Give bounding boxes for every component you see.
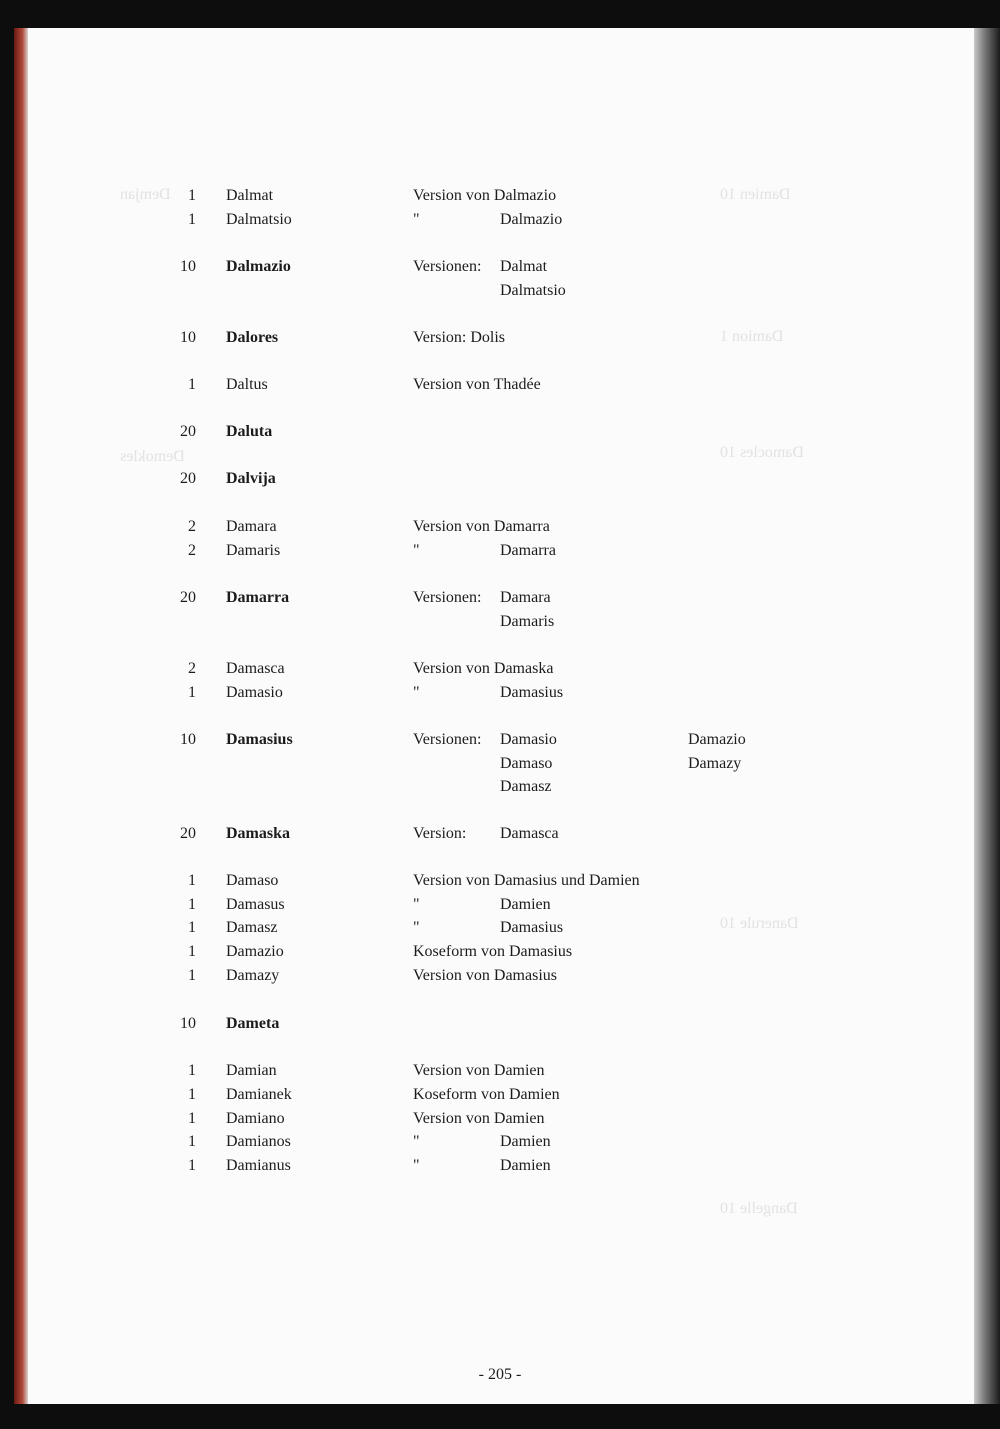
list-item [0, 467, 1000, 491]
entry-count: 1 [188, 187, 196, 204]
entry-extra-reference: Damazy [688, 755, 742, 772]
entry-reference: Damasca [500, 825, 559, 842]
entry-reference: Damien [500, 1133, 551, 1150]
entry-reference: Damaris [500, 613, 555, 630]
entry-count: 1 [188, 1133, 196, 1150]
entry-count: 1 [188, 1110, 196, 1127]
list-item [0, 940, 1000, 964]
list-item [0, 775, 1000, 799]
entry-description: " [413, 1157, 420, 1174]
entry-description: " [413, 919, 420, 936]
list-item [0, 539, 1000, 563]
entry-name: Damasca [226, 660, 285, 677]
entry-description: " [413, 211, 420, 228]
entry-reference: Dalmatsio [500, 282, 566, 299]
entry-description: Version von Damien [413, 1110, 545, 1127]
list-item [0, 752, 1000, 776]
entry-name: Damianos [226, 1133, 291, 1150]
book-page [28, 28, 974, 1404]
entry-name: Damasz [226, 919, 278, 936]
bleed-through-text: Dangelle 10 [720, 1200, 798, 1217]
entry-reference: Dalmazio [500, 211, 563, 228]
entry-reference: Damasius [500, 919, 564, 936]
list-item [0, 1130, 1000, 1154]
entry-name: Daltus [226, 376, 268, 393]
list-item [0, 515, 1000, 539]
entry-description: Versionen: [413, 258, 482, 275]
entry-count: 1 [188, 1086, 196, 1103]
entry-reference: Damien [500, 1157, 551, 1174]
entry-count: 2 [188, 518, 196, 535]
entry-count: 20 [180, 589, 196, 606]
entry-count: 1 [188, 1157, 196, 1174]
bleed-through-text: Demokles [120, 448, 185, 465]
entry-count: 2 [188, 660, 196, 677]
entry-count: 1 [188, 211, 196, 228]
entry-count: 20 [180, 825, 196, 842]
entry-name: Damasius [226, 731, 293, 748]
list-item [0, 326, 1000, 350]
entry-count: 2 [188, 542, 196, 559]
entry-name: Daluta [226, 423, 273, 440]
entry-description: Versionen: [413, 731, 482, 748]
bleed-through-text: Damocles 10 [720, 444, 804, 461]
entry-count: 1 [188, 684, 196, 701]
list-item [0, 586, 1000, 610]
entry-count: 1 [188, 896, 196, 913]
entry-name: Dalvija [226, 470, 276, 487]
entry-count: 1 [188, 872, 196, 889]
entry-name: Damarra [226, 589, 290, 606]
list-item [0, 916, 1000, 940]
list-item [0, 279, 1000, 303]
entry-reference: Damasio [500, 731, 557, 748]
entry-count: 1 [188, 376, 196, 393]
list-item [0, 1107, 1000, 1131]
entry-description: Version: Dolis [413, 329, 505, 346]
entry-name: Damaris [226, 542, 281, 559]
list-item [0, 964, 1000, 988]
entry-description: Versionen: [413, 589, 482, 606]
entry-count: 10 [180, 1015, 196, 1032]
list-item [0, 184, 1000, 208]
list-item [0, 1083, 1000, 1107]
entry-count: 20 [180, 423, 196, 440]
bleed-through-text: Danerule 10 [720, 915, 799, 932]
list-item [0, 1154, 1000, 1178]
entry-name: Dalmatsio [226, 211, 292, 228]
entry-reference: Damasz [500, 778, 552, 795]
entry-description: " [413, 542, 420, 559]
entry-reference: Dalmat [500, 258, 548, 275]
entry-reference: Damasius [500, 684, 564, 701]
list-item [0, 728, 1000, 752]
entry-description: Version: [413, 825, 467, 842]
entry-name: Dameta [226, 1015, 280, 1032]
entry-name: Damasus [226, 896, 285, 913]
entry-name: Damara [226, 518, 277, 535]
entry-description: Version von Damien [413, 1062, 545, 1079]
bleed-through-text: Damion 1 [720, 328, 784, 345]
entry-name: Damaso [226, 872, 279, 889]
entry-name: Damasio [226, 684, 283, 701]
entry-description: " [413, 684, 420, 701]
entry-name: Damaska [226, 825, 291, 842]
entry-name: Damianus [226, 1157, 291, 1174]
entry-description: " [413, 1133, 420, 1150]
bleed-through-text: Damien 10 [720, 186, 791, 203]
entry-description: Koseform von Damasius [413, 943, 573, 960]
entry-reference: Damaso [500, 755, 553, 772]
entry-count: 1 [188, 919, 196, 936]
entry-count: 10 [180, 329, 196, 346]
page-stack-edge [974, 28, 1000, 1404]
entry-name: Damianek [226, 1086, 292, 1103]
entry-count: 10 [180, 731, 196, 748]
list-item [0, 1012, 1000, 1036]
list-item [0, 208, 1000, 232]
entry-count: 1 [188, 967, 196, 984]
list-item [0, 373, 1000, 397]
entry-name: Dalores [226, 329, 279, 346]
list-item [0, 1059, 1000, 1083]
list-item [0, 657, 1000, 681]
entry-count: 20 [180, 470, 196, 487]
entry-extra-reference: Damazio [688, 731, 746, 748]
entry-description: Version von Damasius [413, 967, 557, 984]
page-number: - 205 - [478, 1366, 522, 1383]
entry-description: Version von Damaska [413, 660, 554, 677]
entry-name: Damazy [226, 967, 280, 984]
bleed-through-text: Demjan [120, 186, 171, 203]
list-item [0, 255, 1000, 279]
entry-name: Damian [226, 1062, 277, 1079]
entry-description: Koseform von Damien [413, 1086, 560, 1103]
entry-count: 1 [188, 1062, 196, 1079]
entry-name: Damazio [226, 943, 284, 960]
entry-description: Version von Damasius und Damien [413, 872, 640, 889]
list-item [0, 420, 1000, 444]
list-item [0, 869, 1000, 893]
entry-name: Dalmazio [226, 258, 291, 275]
entry-description: Version von Thadée [413, 376, 541, 393]
entry-count: 10 [180, 258, 196, 275]
book-spine-edge [14, 28, 28, 1404]
list-item [0, 610, 1000, 634]
entry-name: Damiano [226, 1110, 285, 1127]
list-item [0, 681, 1000, 705]
entry-name: Dalmat [226, 187, 274, 204]
entry-description: " [413, 896, 420, 913]
entry-reference: Damara [500, 589, 551, 606]
entry-reference: Damien [500, 896, 551, 913]
entry-reference: Damarra [500, 542, 556, 559]
entry-description: Version von Damarra [413, 518, 550, 535]
list-item [0, 822, 1000, 846]
entry-count: 1 [188, 943, 196, 960]
entry-description: Version von Dalmazio [413, 187, 557, 204]
list-item [0, 893, 1000, 917]
